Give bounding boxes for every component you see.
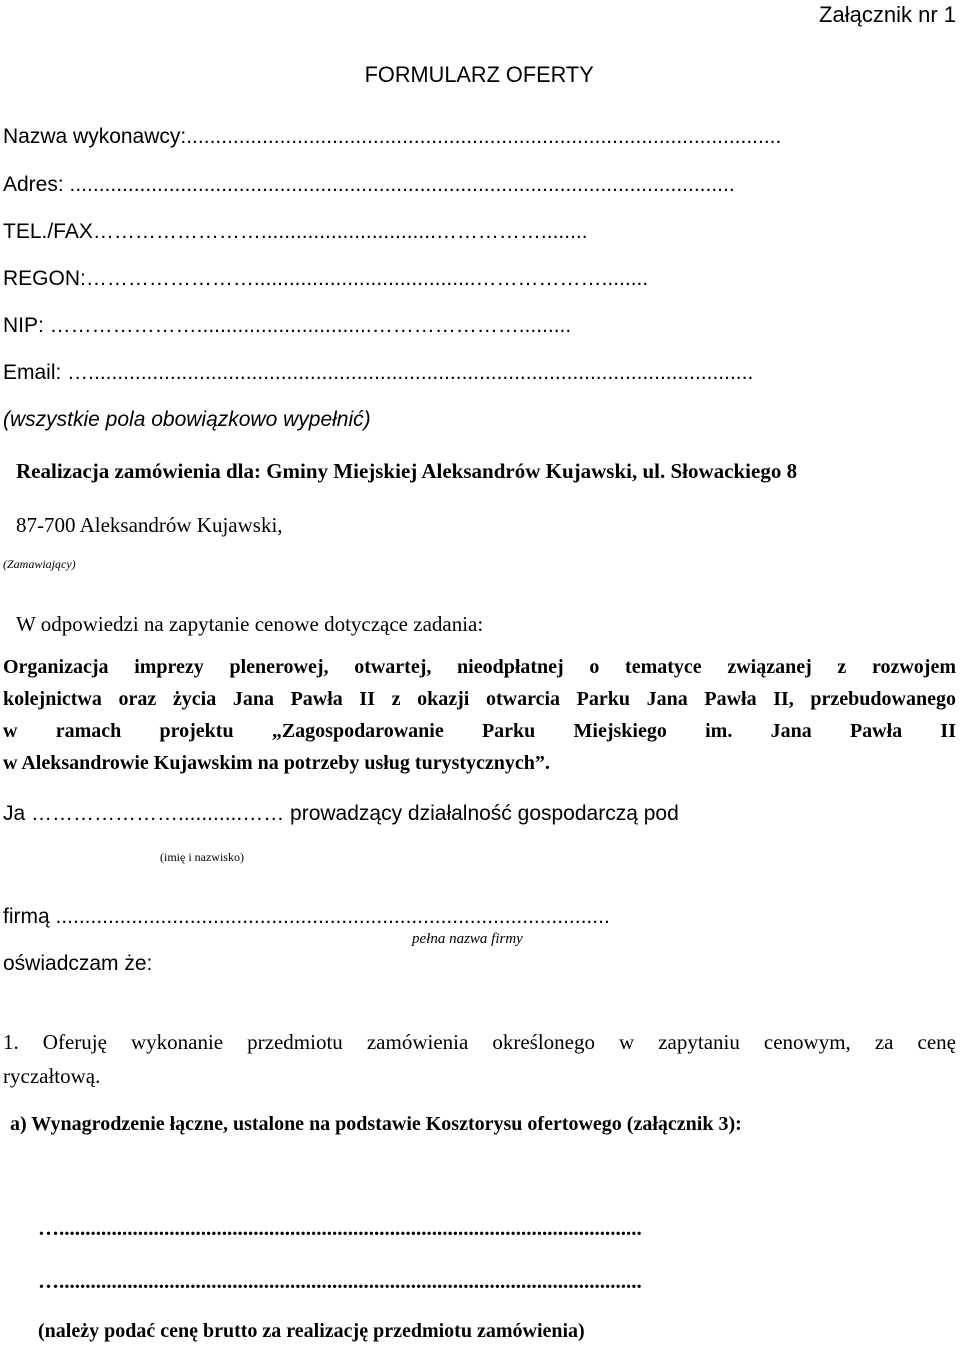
contractor-address-field[interactable]: Adres: .................................................................................................................. [3,173,735,196]
task-line-2: kolejnictwa oraz życia Jana Pawła II z okazji otwarcia Parku Jana Pawła II, przebudowanego [3,688,956,710]
declarant-name-field[interactable]: Ja …………………...........…… prowadzący działalność gospodarczą pod [3,802,679,825]
firm-name-hint: pełna nazwa firmy [412,931,523,947]
order-postal-line: 87-700 Aleksandrów Kujawski, [16,513,283,537]
contractor-regon-field[interactable]: REGON:……………………......................................………………........ [3,267,649,290]
task-line-1: Organizacja imprezy plenerowej, otwartej, nieodpłatnej o tematyce związanej z rozwojem [3,656,956,678]
point-a-heading: a) Wynagrodzenie łączne, ustalone na podstawie Kosztorysu ofertowego (załącznik 3): [10,1113,742,1135]
contractor-telfax-field[interactable]: TEL./FAX……………………..............................……………........ [3,220,588,243]
task-line-3: w ramach projektu „Zagospodarowanie Parku Miejskiego im. Jana Pawła II [3,720,956,742]
mandatory-fields-note: (wszystkie pola obowiązkowo wypełnić) [3,408,371,431]
order-recipient-line: Realizacja zamówienia dla: Gminy Miejskiej Aleksandrów Kujawski, ul. Słowackiego 8 [16,459,798,483]
attachment-label: Załącznik nr 1 [819,2,956,27]
contractor-email-field[interactable]: Email: ….................................................................................................................. [3,361,754,384]
contractor-name-field[interactable]: Nazwa wykonawcy:...................................................................................................... [3,125,782,148]
price-field-1[interactable]: …............................................................................................................... [38,1216,642,1240]
point-1-line-2: ryczałtową. [3,1064,101,1088]
declare-label: oświadczam że: [3,952,153,975]
ordering-party-label: (Zamawiający) [3,557,76,571]
page-title: FORMULARZ OFERTY [364,62,594,87]
declarant-name-hint: (imię i nazwisko) [160,850,244,864]
inquiry-intro: W odpowiedzi na zapytanie cenowe dotyczące zadania: [16,612,484,636]
point-1-line-1: 1. Oferuję wykonanie przedmiotu zamówienia określonego w zapytaniu cenowym, za cenę [3,1030,956,1054]
contractor-nip-field[interactable]: NIP: …………………..............................…………………......... [3,314,572,337]
task-line-4: w Aleksandrowie Kujawskim na potrzeby usług turystycznych”. [3,752,550,774]
firm-name-field[interactable]: firmą ............................................................................................... [3,905,610,928]
price-field-2[interactable]: …............................................................................................................... [38,1269,642,1293]
price-note: (należy podać cenę brutto za realizację przedmiotu zamówienia) [38,1320,585,1342]
